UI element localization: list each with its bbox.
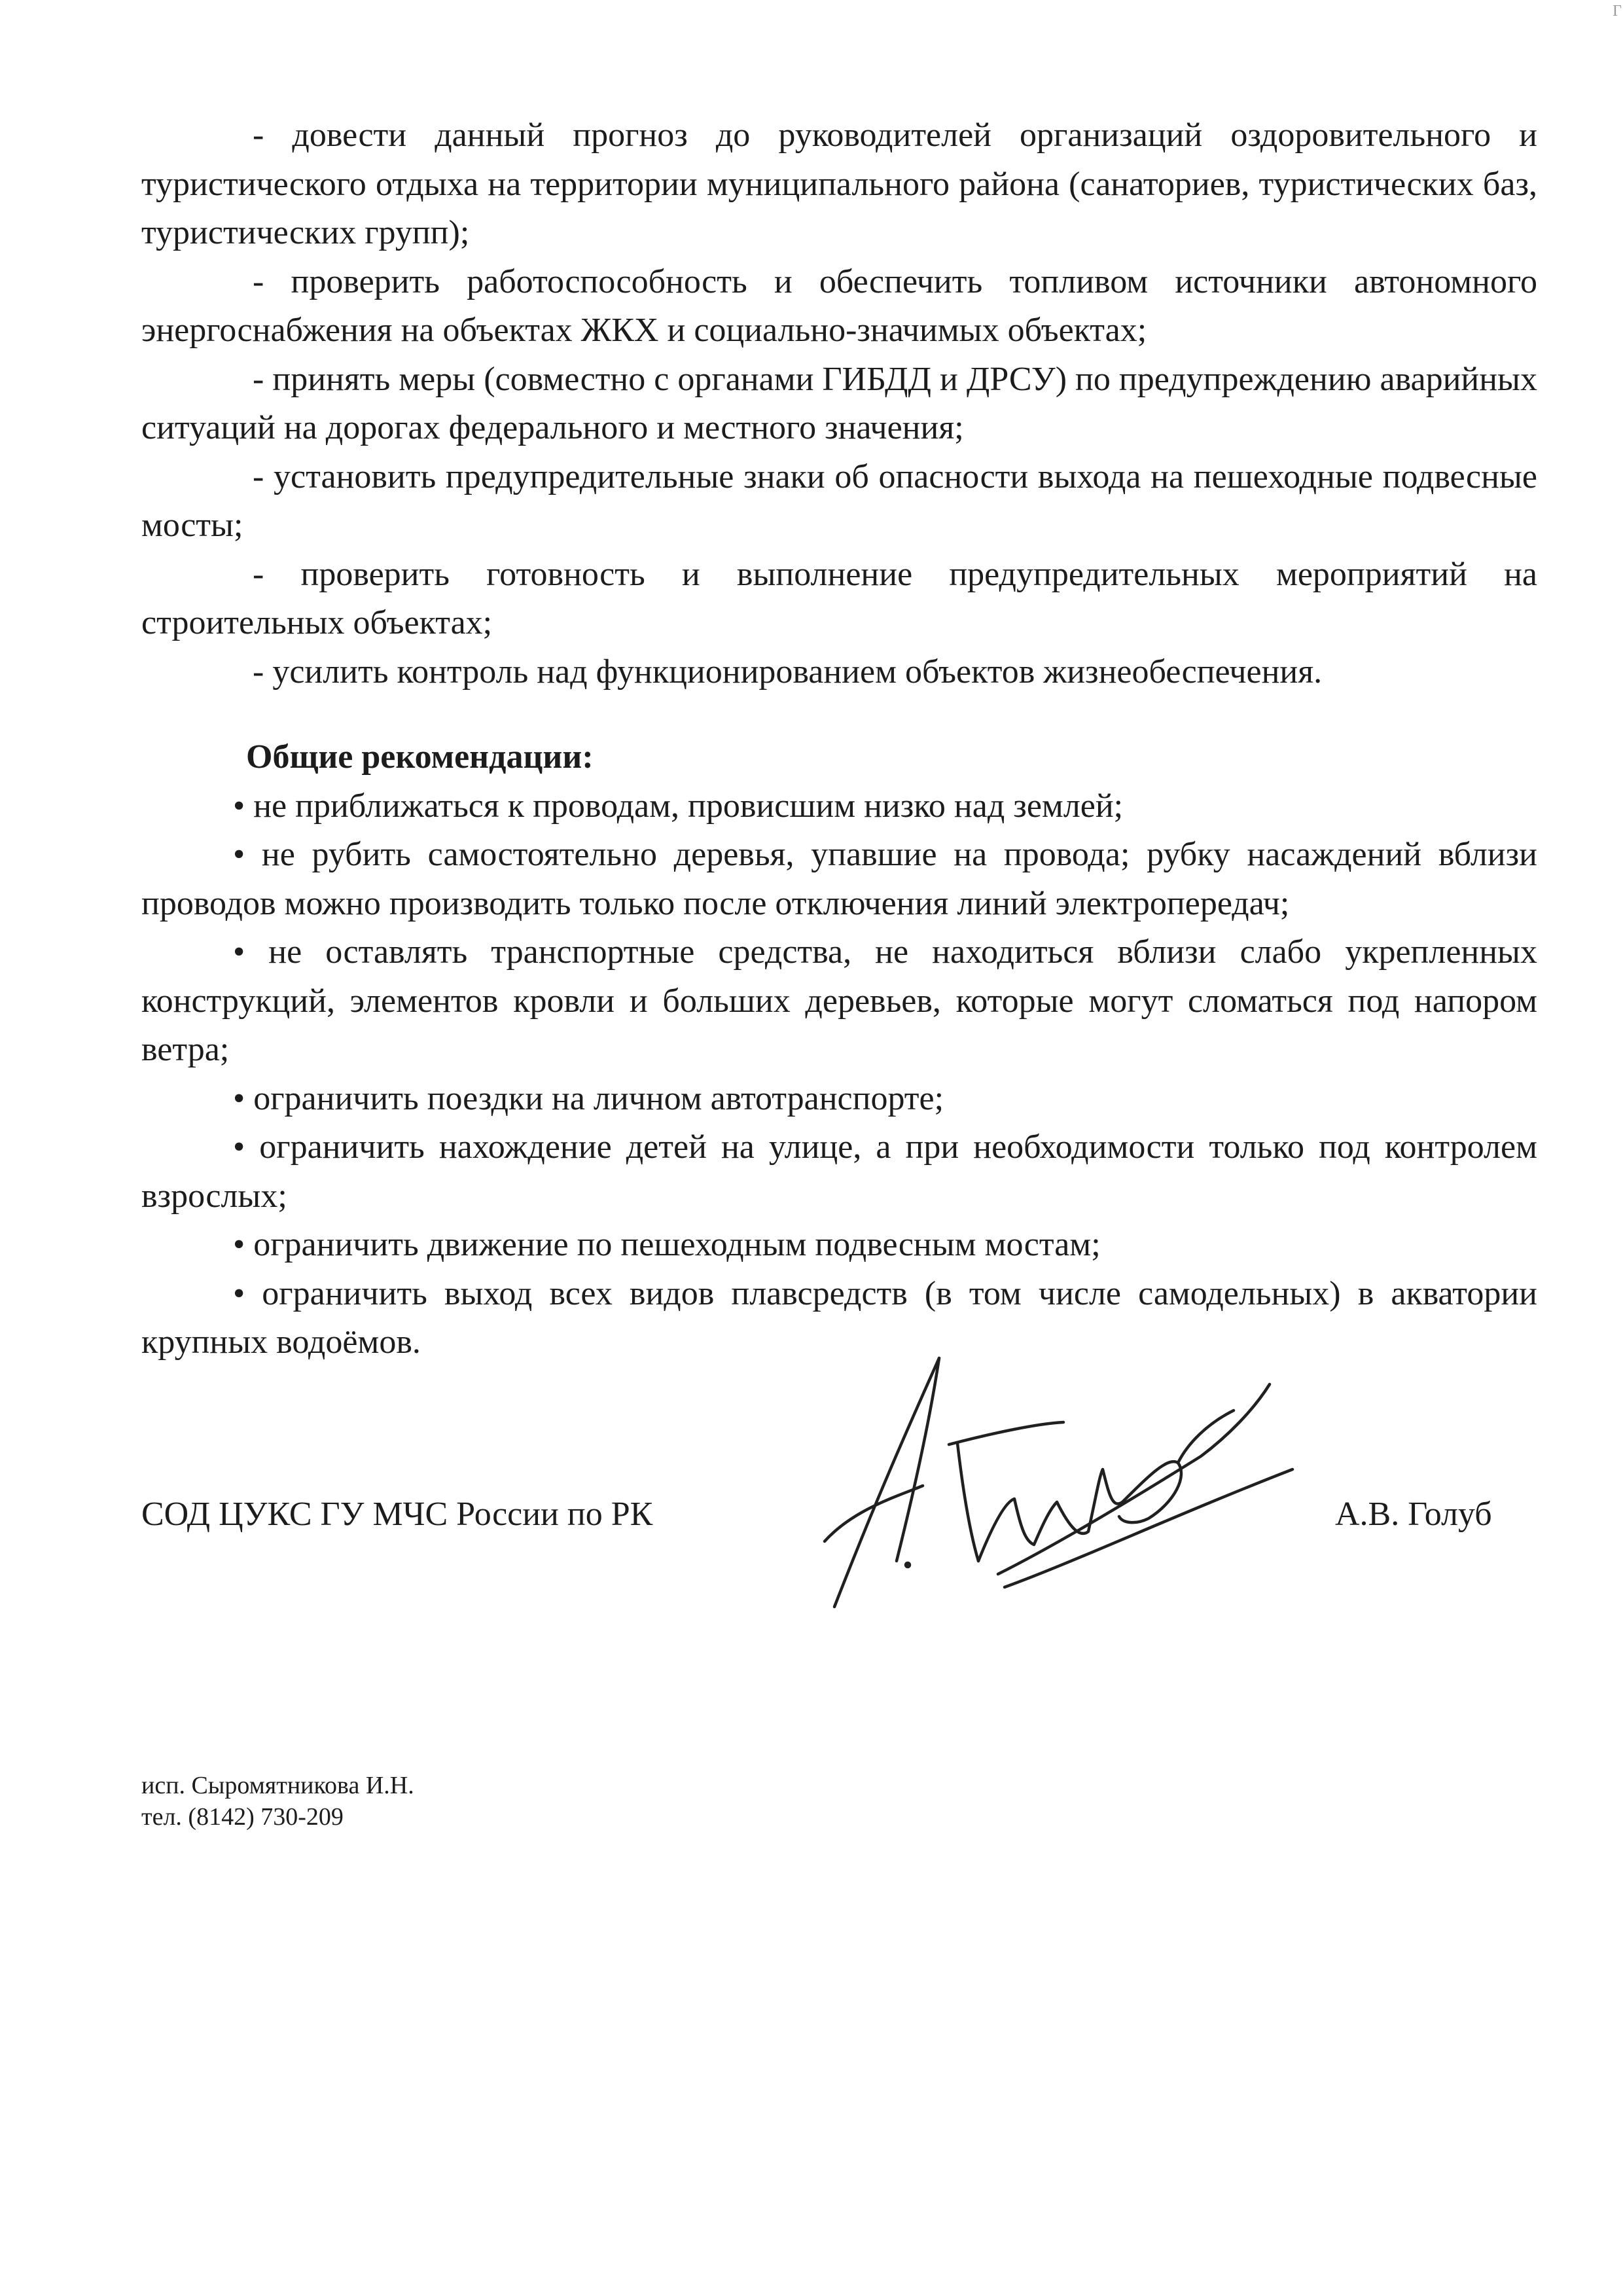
recommendation-item: • ограничить движение по пешеходным подвесным мостам; — [233, 1226, 1101, 1263]
recommendation-item: • не рубить самостоятельно деревья, упавшие на провода; рубку насаждений вблизи проводов можно производить только после отключения линий электропередач; — [141, 836, 1537, 922]
executor-name: исп. Сыромятникова И.Н. — [141, 1772, 414, 1799]
instruction-item: - проверить работоспособность и обеспечить топливом источники автономного энергоснабжения на объектах ЖКХ и социально-значимых объектах; — [141, 262, 1537, 349]
instruction-item: - проверить готовность и выполнение предупредительных мероприятий на строительных объектах; — [141, 555, 1537, 641]
instruction-item: - усилить контроль над функционированием объектов жизнеобеспечения. — [253, 653, 1323, 691]
executor-info — [141, 1770, 414, 1833]
signatory-name: А.В. Голуб — [1335, 1496, 1492, 1533]
instruction-item: - довести данный прогноз до руководителей организаций оздоровительного и туристического отдыха на территории муниципального района (санаториев, туристических баз, туристических групп); — [141, 117, 1537, 251]
instruction-item: - установить предупредительные знаки об опасности выхода на пешеходные подвесные мосты; — [141, 457, 1537, 544]
recommendation-item: • ограничить выход всех видов плавсредств (в том числе самодельных) в акватории крупных водоёмов. — [141, 1274, 1537, 1361]
recommendations-heading: Общие рекомендации: — [246, 738, 594, 776]
page-edge-mark: Г — [1613, 3, 1622, 20]
signatory-organization: СОД ЦУКС ГУ МЧС России по РК — [141, 1496, 653, 1533]
document-body — [141, 111, 1537, 1367]
handwritten-signature — [782, 1345, 1299, 1633]
recommendation-item: • не оставлять транспортные средства, не находиться вблизи слабо укрепленных конструкций, элементов кровли и больших деревьев, которые могут сломаться под напором ветра; — [141, 933, 1537, 1068]
executor-phone: тел. (8142) 730-209 — [141, 1803, 344, 1831]
recommendation-item: • не приближаться к проводам, провисшим низко над землей; — [233, 787, 1124, 825]
recommendation-item: • ограничить поездки на личном автотранспорте; — [233, 1079, 944, 1117]
recommendation-item: • ограничить нахождение детей на улице, а при необходимости только под контролем взрослых; — [141, 1128, 1537, 1215]
instruction-item: - принять меры (совместно с органами ГИБДД и ДРСУ) по предупреждению аварийных ситуаций на дорогах федерального и местного значения; — [141, 360, 1537, 446]
